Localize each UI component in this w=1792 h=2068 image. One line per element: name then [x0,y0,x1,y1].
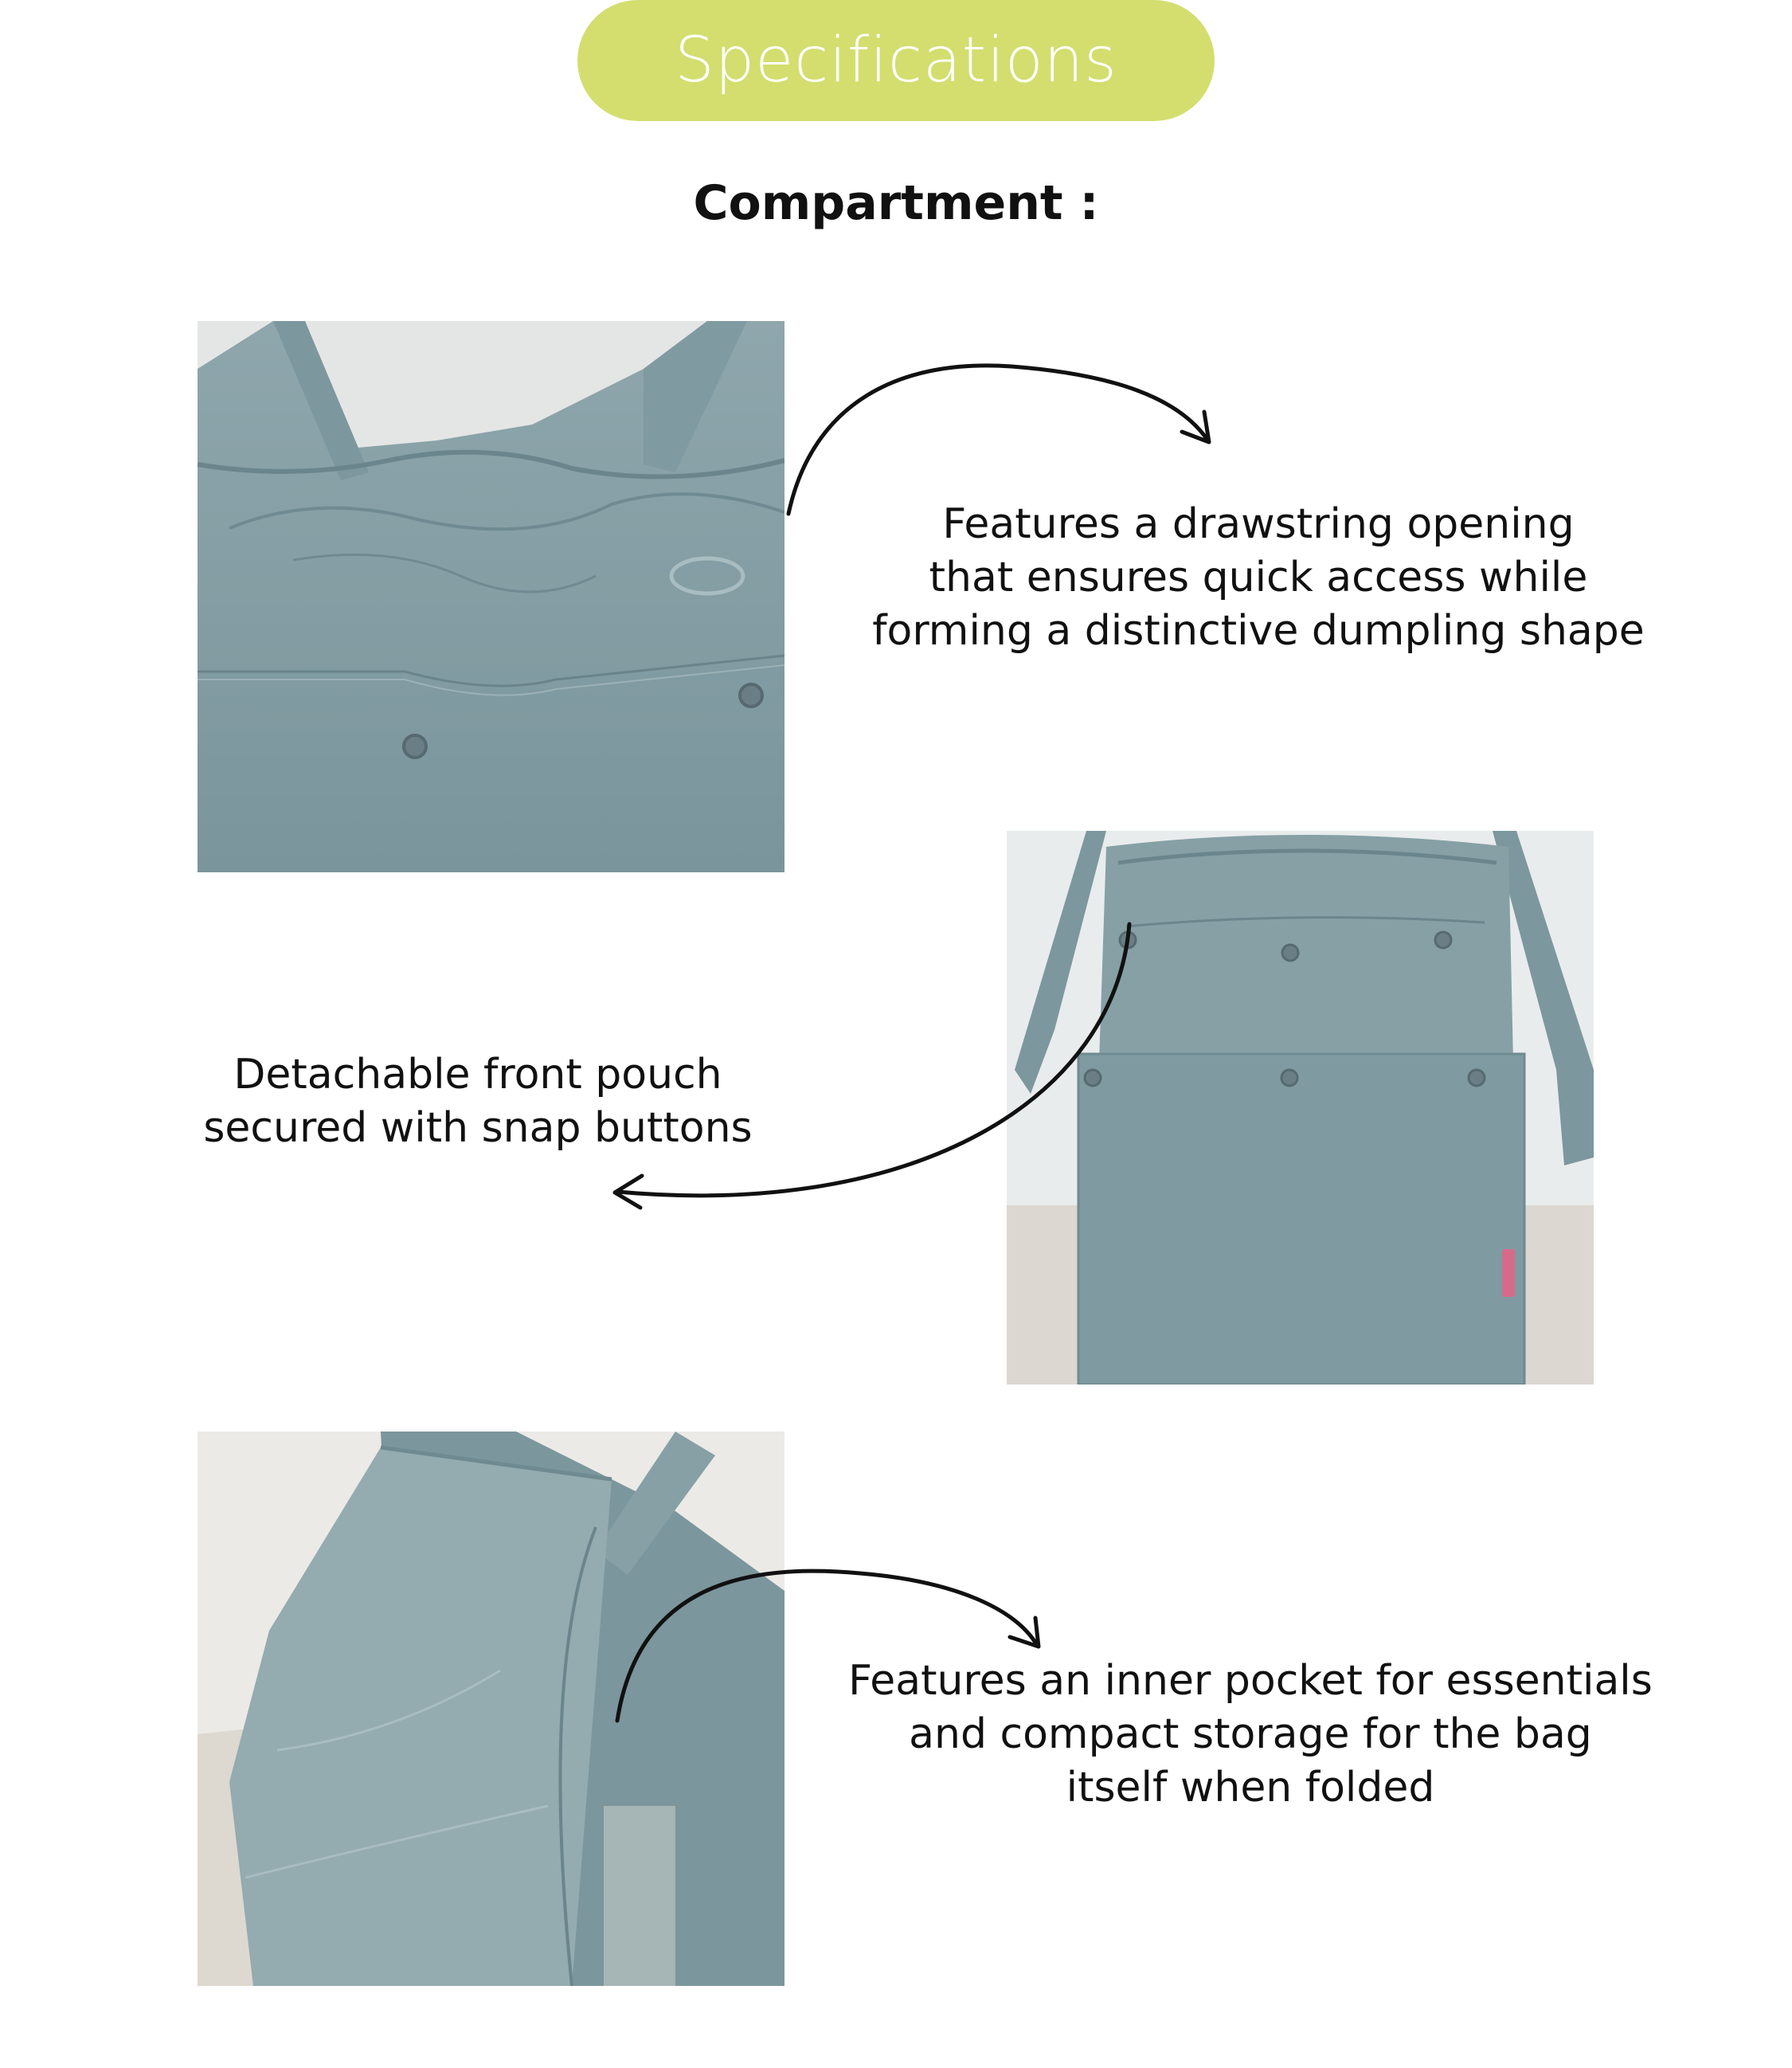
compartment-heading: Compartment : [693,175,1099,231]
caption-line: Features an inner pocket for essentials [848,1657,1653,1705]
arrow-1-icon [788,366,1209,514]
caption-line: Detachable front pouch [233,1051,722,1099]
front-pouch-photo [1007,831,1594,1385]
caption-line: secured with snap buttons [203,1104,753,1152]
caption-line: that ensures quick access while [929,554,1588,601]
specifications-badge [577,0,1215,121]
caption-line: forming a distinctive dumpling shape [872,607,1645,655]
inner-pocket-caption [820,1655,1680,1815]
drawstring-opening-photo [198,321,784,872]
drawstring-opening-caption [852,498,1665,658]
front-pouch-caption [167,1048,788,1155]
specifications-badge-label: Specifications [675,25,1117,96]
caption-line: itself when folded [1066,1764,1435,1811]
inner-pocket-photo [198,1432,784,1986]
caption-line: Features a drawstring opening [942,500,1575,548]
caption-line: and compact storage for the bag [909,1710,1592,1758]
